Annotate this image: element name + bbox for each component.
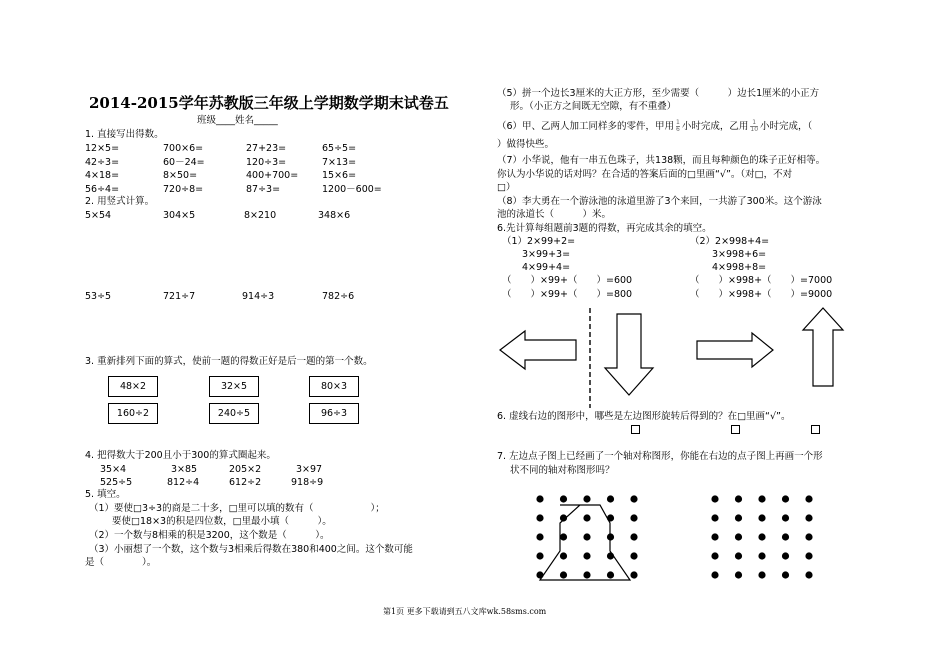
right-grid-dot[interactable]: [805, 533, 812, 540]
left-grid-dot: [536, 533, 543, 540]
class-name-line: 班级____姓名_____: [197, 115, 278, 126]
right-arrow-shape: [697, 333, 773, 367]
q4-item[interactable]: 3×85: [171, 464, 198, 475]
expression-box: 48×2: [108, 376, 158, 397]
right-grid-dot[interactable]: [782, 495, 789, 502]
expression-box: 80×3: [309, 376, 359, 397]
dot-grid-figure: [520, 485, 840, 595]
frac2-num: 1: [752, 119, 757, 126]
right-grid-dot[interactable]: [805, 552, 812, 559]
q5-line-1: （1）要使□3÷3的商是二十多，□里可以填的数有（ ）；: [89, 503, 385, 514]
q1-item: 700×6=: [163, 143, 204, 154]
q1-item: 60－24=: [163, 156, 205, 168]
q7-line-1: 7. 左边点子图上已经画了一个轴对称图形，你能在右边的点子图上再画一个形: [497, 451, 823, 462]
q5-line-5: 是（ ）。: [85, 557, 157, 568]
q6-right-item: 4×998+8=: [712, 262, 767, 273]
left-grid-dot: [630, 571, 637, 578]
right-grid-dot[interactable]: [711, 514, 718, 521]
q6-right-item: 3×998+6=: [712, 249, 767, 260]
r7-line-3: □）: [497, 182, 516, 193]
right-grid-dot[interactable]: [782, 552, 789, 559]
left-grid-dot: [560, 571, 567, 578]
right-grid-dot[interactable]: [711, 495, 718, 502]
left-grid-dot: [560, 514, 567, 521]
right-grid-dot[interactable]: [711, 571, 718, 578]
left-grid-dot: [630, 495, 637, 502]
r5-line-2: 形。（小正方之间既无空隙，有不重叠）: [510, 101, 677, 112]
left-arrow-shape: [500, 331, 576, 369]
right-grid-dot[interactable]: [735, 533, 742, 540]
left-grid-dot: [536, 552, 543, 559]
q2-item: 304×5: [163, 210, 196, 221]
right-grid-dot[interactable]: [805, 495, 812, 502]
right-grid-dot[interactable]: [735, 552, 742, 559]
q6-heading: 6.先计算每组题前3题的得数，再完成其余的填空。: [497, 223, 712, 234]
r6-line-2: ）做得快些。: [497, 139, 555, 150]
right-grid-dot[interactable]: [711, 533, 718, 540]
right-grid-dot[interactable]: [711, 552, 718, 559]
q1-item: 4×18=: [85, 170, 120, 181]
r6-text-b: 小时完成，乙用: [681, 121, 749, 132]
checkbox-down-arrow[interactable]: [631, 425, 640, 434]
q1-item: 87÷3=: [246, 183, 281, 195]
left-grid-dot: [583, 571, 590, 578]
left-grid-dot: [536, 514, 543, 521]
q6-right-item: （ ）×998+（ ）=7000: [690, 275, 833, 286]
q1-item: 27+23=: [246, 143, 287, 154]
q6-right-item: （2）2×998+4=: [690, 236, 770, 247]
right-grid-dot[interactable]: [735, 571, 742, 578]
q1-item: 7×13=: [322, 156, 357, 168]
q1-item: 15×6=: [322, 170, 357, 181]
frac2-den: 10: [750, 126, 759, 133]
left-grid-dot: [536, 495, 543, 502]
q1-item: 12×5=: [85, 143, 120, 154]
q4-item[interactable]: 35×4: [100, 464, 127, 475]
q7-line-2: 状不同的轴对称图形吗？: [510, 465, 615, 476]
q1-item: 1200－600=: [322, 183, 382, 195]
q6-left-item: （ ）×99+（ ）=600: [502, 275, 633, 286]
frac1-num: 1: [676, 119, 680, 126]
fraction-one-tenth: [750, 120, 758, 133]
down-arrow-shape: [605, 314, 653, 395]
left-grid-dot: [607, 495, 614, 502]
q2-item: 8×210: [244, 210, 277, 221]
r7-line-2: 你认为小华说的话对吗？在合适的答案后面的□里画“√”。（对□，不对: [497, 169, 793, 180]
left-grid-dot: [607, 571, 614, 578]
expression-box: 32×5: [209, 376, 259, 397]
left-grid-dot: [560, 495, 567, 502]
right-grid-dot[interactable]: [782, 533, 789, 540]
r6-text-c: 小时完成，（: [760, 121, 813, 132]
frac1-den: 6: [676, 126, 680, 133]
r8-line-1: （8）李大勇在一个游泳池的泳道里游了3个来回，一共游了300米。这个游泳: [497, 196, 822, 207]
q2-item: 348×6: [318, 210, 351, 221]
q6-left-item: 4×99+4=: [522, 262, 571, 273]
expression-box: 160÷2: [108, 403, 158, 424]
right-grid-dot[interactable]: [735, 495, 742, 502]
q1-item: 720÷8=: [163, 183, 204, 195]
left-grid-dot: [583, 552, 590, 559]
left-grid-dot: [583, 533, 590, 540]
r6-text-a: （6）甲、乙两人加工同样多的零件，甲用: [497, 121, 675, 132]
r5-line-1: （5）拼一个边长3厘米的大正方形，至少需要（ ）边长1厘米的小正方: [497, 88, 820, 99]
right-grid-dot[interactable]: [758, 514, 765, 521]
q1-item: 120÷3=: [246, 156, 287, 168]
right-grid-dot[interactable]: [758, 552, 765, 559]
q6-right-item: （ ）×998+（ ）=9000: [690, 289, 833, 300]
q6-left-item: 3×99+3=: [522, 249, 571, 260]
checkbox-right-arrow[interactable]: [731, 425, 740, 434]
left-grid-dot: [536, 571, 543, 578]
q1-item: 56÷4=: [85, 183, 120, 195]
q1-item: 400+700=: [246, 170, 299, 181]
rotation-figure: [490, 300, 860, 410]
left-grid-dot: [630, 552, 637, 559]
q6-left-item: （ ）×99+（ ）=800: [502, 289, 633, 300]
q4-item[interactable]: 3×97: [296, 464, 323, 475]
q1-item: 42÷3=: [85, 156, 120, 168]
fraction-one-sixth: [676, 120, 680, 133]
left-grid-dot: [560, 533, 567, 540]
up-arrow-shape: [803, 308, 843, 386]
q2-item: 914÷3: [242, 291, 275, 302]
r6-line-1: [497, 119, 812, 135]
expression-box: 240÷5: [209, 403, 259, 424]
q2-item: 5×54: [85, 210, 112, 221]
right-grid-dot[interactable]: [758, 495, 765, 502]
page-title: 2014-2015学年苏教版三年级上学期数学期末试卷五: [89, 94, 449, 112]
q5-line-2: 要使□18×3的积是四位数，□里最小填（ ）。: [112, 516, 332, 527]
right-grid-dot[interactable]: [805, 571, 812, 578]
right-grid-dot[interactable]: [758, 571, 765, 578]
q3-heading: 3. 重新排列下面的算式，使前一题的得数正好是后一题的第一个数。: [85, 356, 373, 367]
left-grid-dot: [607, 514, 614, 521]
q1-item: 8×50=: [163, 170, 198, 181]
left-grid-dot: [630, 514, 637, 521]
q1-heading: 1. 直接写出得数。: [85, 129, 164, 140]
footer: 第1页 更多下载请到五八文库wk.58sms.com: [383, 607, 547, 616]
right-grid-dot[interactable]: [805, 514, 812, 521]
right-grid-dot[interactable]: [782, 514, 789, 521]
q5-line-4: （3）小丽想了一个数，这个数与3相乘后得数在380和400之间。这个数可能: [89, 544, 413, 555]
checkbox-up-arrow[interactable]: [811, 425, 820, 434]
expression-box: 96÷3: [309, 403, 359, 424]
q4-heading: 4. 把得数大于200且小于300的算式圈起来。: [85, 450, 276, 461]
left-grid-dot: [583, 514, 590, 521]
q5-line-3: （2）一个数与8相乘的积是3200，这个数是（ ）。: [89, 530, 330, 541]
q2-heading: 2. 用竖式计算。: [85, 196, 155, 207]
left-grid-dot: [607, 552, 614, 559]
q2-item: 53÷5: [85, 291, 112, 302]
r7-line-1: （7）小华说，他有一串五色珠子，共138颗，而且每种颜色的珠子正好相等。: [497, 155, 826, 166]
right-grid-dot[interactable]: [782, 571, 789, 578]
right-grid-dot[interactable]: [758, 533, 765, 540]
right-grid-dot[interactable]: [735, 514, 742, 521]
q2-item: 782÷6: [322, 291, 355, 302]
left-grid-dot: [583, 495, 590, 502]
q1-item: 65÷5=: [322, 143, 357, 154]
q5-heading: 5. 填空。: [85, 489, 126, 500]
q4-item[interactable]: 205×2: [229, 464, 262, 475]
q4-item[interactable]: 918÷9: [291, 477, 324, 488]
left-grid-dot: [560, 552, 567, 559]
r8-line-2: 池的泳道长（ ）米。: [497, 209, 612, 220]
q4-item[interactable]: 812÷4: [167, 477, 200, 488]
q2-item: 721÷7: [163, 291, 196, 302]
q6-left-item: （1）2×99+2=: [502, 236, 576, 247]
q4-item[interactable]: 612÷2: [229, 477, 262, 488]
q4-item[interactable]: 525÷5: [100, 477, 133, 488]
left-grid-dot: [607, 533, 614, 540]
left-grid-dot: [630, 533, 637, 540]
q6b-heading: 6. 虚线右边的图形中，哪些是左边图形旋转后得到的？在□里画“√”。: [497, 411, 791, 422]
